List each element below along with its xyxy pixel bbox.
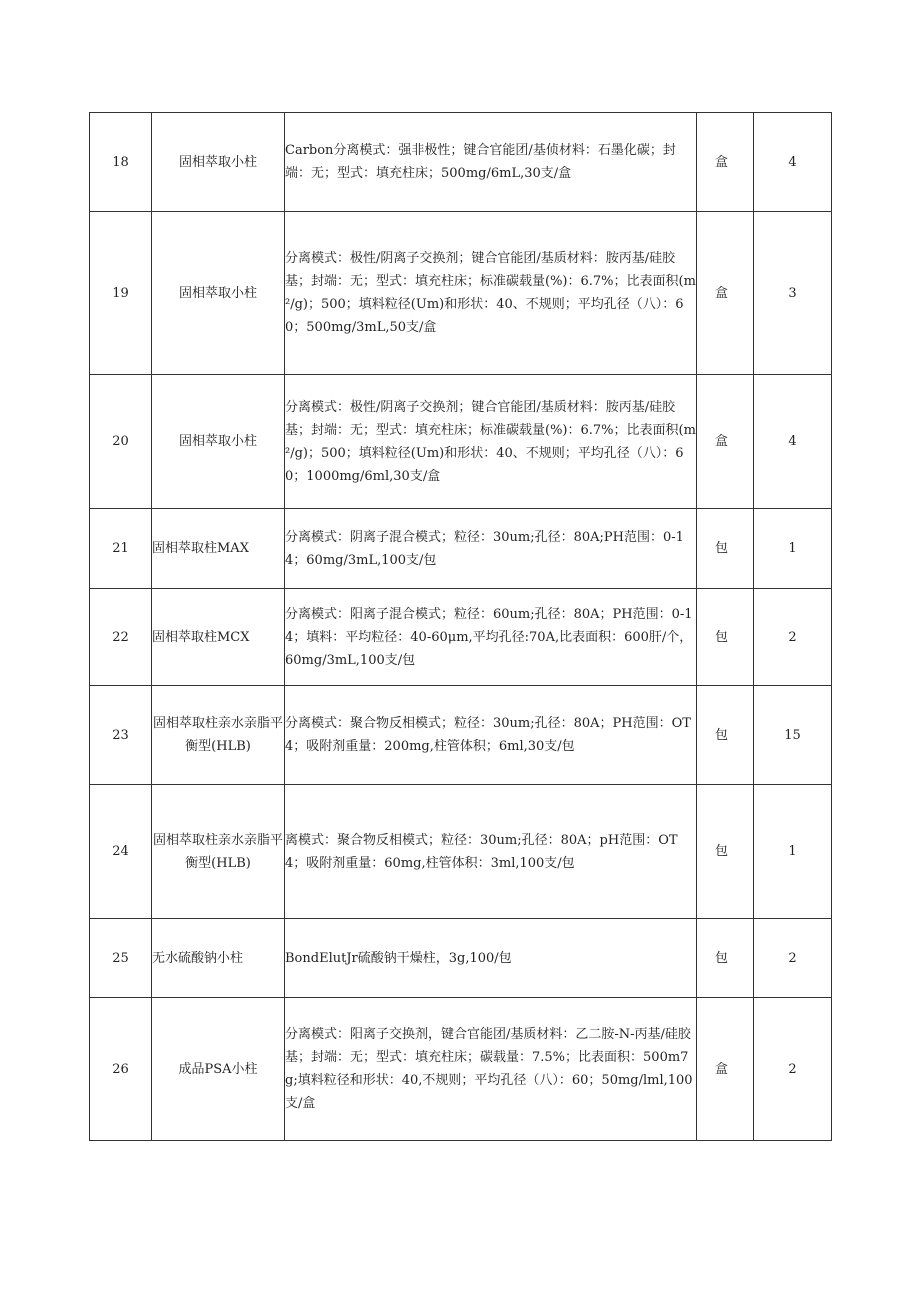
product-spec: 分离模式：聚合物反相模式；粒径：30um;孔径：80A；PH范围：OT4；吸附剂重量：200mg,柱管体积；6ml,30支/包 xyxy=(285,686,697,785)
product-name: 成品PSA小柱 xyxy=(152,998,285,1141)
unit: 包 xyxy=(697,919,754,998)
unit: 盒 xyxy=(697,998,754,1141)
product-spec-table xyxy=(89,112,832,1141)
quantity: 2 xyxy=(754,919,832,998)
quantity: 3 xyxy=(754,212,832,375)
product-spec: BondElutJr硫酸钠干燥柱，3g,100/包 xyxy=(285,919,697,998)
unit: 盒 xyxy=(697,212,754,375)
table-row xyxy=(90,212,832,375)
product-spec: 分离模式：阳离子混合模式；粒径：60um;孔径：80A；PH范围：0-14；填料：平均粒径：40-60μm,平均孔径:70A,比表面积：600肝/个，60mg/3mL,100支/包 xyxy=(285,589,697,686)
row-number: 23 xyxy=(90,686,152,785)
product-name: 固相萃取柱亲水亲脂平衡型(HLB) xyxy=(152,785,285,919)
product-name: 固相萃取小柱 xyxy=(152,212,285,375)
table-row xyxy=(90,589,832,686)
product-name: 固相萃取柱MCX xyxy=(152,589,285,686)
product-name: 固相萃取柱MAX xyxy=(152,509,285,589)
table-row xyxy=(90,785,832,919)
unit: 包 xyxy=(697,509,754,589)
quantity: 1 xyxy=(754,509,832,589)
product-spec: 分离模式：阳离子交换剂，键合官能团/基质材料：乙二胺-N-丙基/硅胶基；封端：无；型式：填充柱床；碳载量：7.5%；比表面积：500m7g;填料粒径和形状：40,不规则；平均孔径（八）：60；50mg/lml,100支/盒 xyxy=(285,998,697,1141)
product-spec: 分离模式：极性/阴离子交换剂；键合官能团/基质材料：胺丙基/硅胶基；封端：无；型式：填充柱床；标准碳载量(%)：6.7%；比表面积(m²/g)；500；填料粒径(Um)和形状：40、不规则；平均孔径（八）：60；1000mg/6ml,30支/盒 xyxy=(285,375,697,509)
quantity: 4 xyxy=(754,375,832,509)
row-number: 21 xyxy=(90,509,152,589)
product-spec: 分离模式：阴离子混合模式；粒径：30um;孔径：80A;PH范围：0-14；60mg/3mL,100支/包 xyxy=(285,509,697,589)
unit: 盒 xyxy=(697,113,754,212)
quantity: 2 xyxy=(754,589,832,686)
unit: 包 xyxy=(697,785,754,919)
product-spec: 离模式：聚合物反相模式；粒径：30um;孔径：80A；pH范围：OT4；吸附剂重量：60mg,柱管体积：3ml,100支/包 xyxy=(285,785,697,919)
product-spec: Carbon分离模式：强非极性；键合官能团/基侦材料：石墨化碳；封端：无；型式：填充柱床；500mg/6mL,30支/盒 xyxy=(285,113,697,212)
row-number: 22 xyxy=(90,589,152,686)
table-body xyxy=(90,113,832,1141)
row-number: 19 xyxy=(90,212,152,375)
row-number: 24 xyxy=(90,785,152,919)
row-number: 18 xyxy=(90,113,152,212)
quantity: 1 xyxy=(754,785,832,919)
table-row xyxy=(90,919,832,998)
table-row xyxy=(90,998,832,1141)
product-name: 固相萃取柱亲水亲脂平衡型(HLB) xyxy=(152,686,285,785)
unit: 包 xyxy=(697,686,754,785)
product-name: 无水硫酸钠小柱 xyxy=(152,919,285,998)
table-row xyxy=(90,113,832,212)
quantity: 15 xyxy=(754,686,832,785)
row-number: 26 xyxy=(90,998,152,1141)
unit: 包 xyxy=(697,589,754,686)
table-row xyxy=(90,686,832,785)
product-name: 固相萃取小柱 xyxy=(152,375,285,509)
product-name: 固相萃取小柱 xyxy=(152,113,285,212)
row-number: 20 xyxy=(90,375,152,509)
table-row xyxy=(90,509,832,589)
table-row xyxy=(90,375,832,509)
unit: 盒 xyxy=(697,375,754,509)
product-spec: 分离模式：极性/阴离子交换剂；键合官能团/基质材料：胺丙基/硅胶基；封端：无；型式：填充柱床；标准碳载量(%)：6.7%；比表面积(m²/g)；500；填料粒径(Um)和形状：40、不规则；平均孔径（八）：60；500mg/3mL,50支/盒 xyxy=(285,212,697,375)
row-number: 25 xyxy=(90,919,152,998)
quantity: 2 xyxy=(754,998,832,1141)
quantity: 4 xyxy=(754,113,832,212)
